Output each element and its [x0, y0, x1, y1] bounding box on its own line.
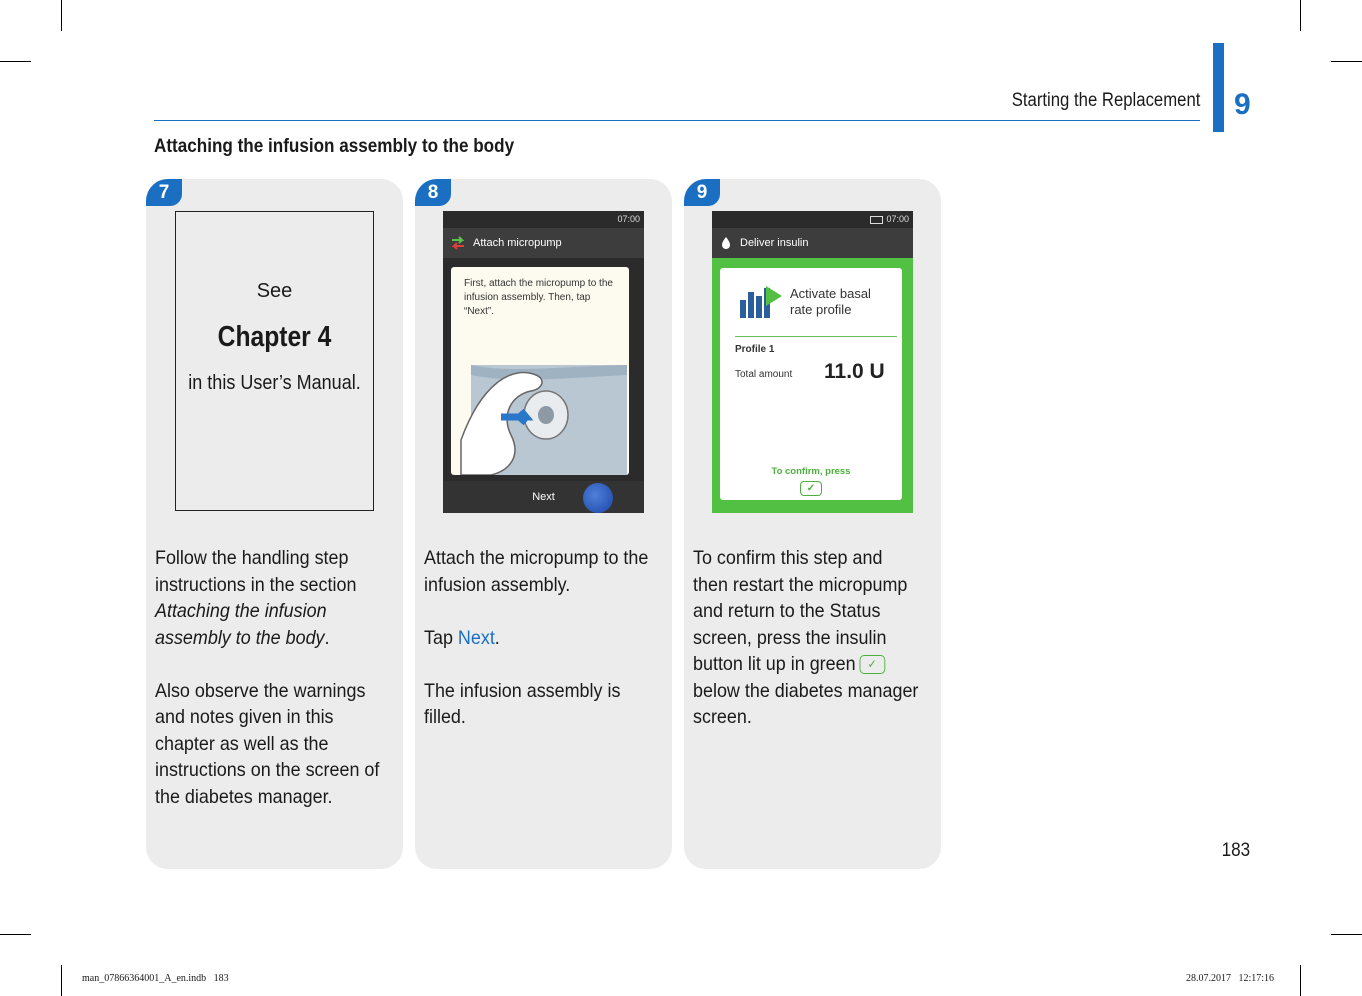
crop-mark	[61, 0, 62, 31]
instruction-paragraph: To confirm this step and then restart the micropump and return to the Status screen, press the insulin button lit up in green ✓below the diabetes manager screen.	[693, 547, 919, 728]
chapter-number: 9	[1234, 88, 1251, 121]
instruction-paragraph: Tap Next.	[424, 626, 500, 649]
crop-mark	[0, 61, 31, 62]
crop-mark	[61, 965, 62, 996]
chapter-reference: Chapter 4	[217, 321, 332, 353]
crop-mark	[1300, 0, 1301, 31]
step-instructions	[693, 545, 918, 757]
crop-mark	[1331, 61, 1362, 62]
status-time: 07:00	[886, 214, 909, 224]
step-badge: 7	[146, 179, 182, 206]
device-screen	[443, 211, 644, 513]
message-panel	[451, 267, 629, 475]
screen-title: Deliver insulin	[740, 237, 809, 249]
insulin-button-icon: ✓	[859, 655, 885, 674]
instruction-paragraph: The infusion assembly is filled.	[424, 679, 621, 728]
touch-indicator	[583, 483, 613, 513]
step-card-9	[684, 179, 941, 869]
print-slug-date: 28.07.2017 12:17:16	[1185, 973, 1274, 984]
instruction-paragraph: Attach the micropump to the infusion assembly.	[424, 547, 649, 596]
step-card-8	[415, 179, 672, 869]
instruction-paragraph: Also observe the warnings and notes given in this chapter as well as the instructions on the screen of the diabetes manager.	[155, 679, 380, 808]
next-label: Next	[532, 491, 555, 503]
step-instructions	[424, 545, 649, 757]
instruction-paragraph: Follow the handling step instructions in the section Attaching the infusion assembly to the body.	[155, 547, 357, 649]
crop-mark	[0, 934, 31, 935]
screen-title-bar	[443, 228, 644, 258]
screen-title-bar	[712, 228, 913, 258]
crop-mark	[1331, 934, 1362, 935]
device-screen	[712, 211, 913, 513]
swap-arrows-icon	[451, 236, 465, 250]
see-chapter-box	[175, 211, 374, 511]
crop-mark	[1300, 965, 1301, 996]
confirm-frame	[712, 258, 913, 513]
see-label: See	[256, 280, 293, 302]
manual-reference: in this User’s Manual.	[188, 372, 361, 394]
status-time: 07:00	[617, 214, 640, 224]
basal-rate-profile-icon	[738, 282, 784, 320]
confirm-heading: Activate basal rate profile	[790, 286, 871, 317]
screen-title: Attach micropump	[473, 237, 562, 249]
step-badge: 9	[684, 179, 720, 206]
chapter-tab	[1213, 43, 1224, 132]
section-heading: Attaching the infusion assembly to the body	[154, 136, 515, 157]
insulin-drop-icon	[720, 236, 732, 250]
screen-message: First, attach the micropump to the infusion assembly. Then, tap “Next”.	[464, 278, 613, 317]
print-slug-file: man_07866364001_A_en.indb 183	[82, 973, 229, 984]
checkmark-icon: ✓	[800, 481, 822, 496]
profile-name: Profile 1	[735, 344, 775, 355]
step-badge: 8	[415, 179, 451, 206]
status-bar	[712, 211, 913, 228]
next-soft-key[interactable]	[443, 481, 644, 513]
battery-icon	[870, 216, 883, 224]
section-reference: Attaching the infusion assembly to the body	[155, 600, 327, 649]
attach-micropump-illustration	[451, 345, 629, 475]
next-link[interactable]: Next	[457, 626, 495, 649]
divider	[735, 336, 897, 337]
confirm-panel	[720, 268, 902, 500]
confirm-hint: To confirm, press ✓	[771, 466, 851, 494]
step-instructions	[155, 545, 380, 837]
step-card-7	[146, 179, 403, 869]
total-amount-label: Total amount	[735, 369, 793, 380]
running-header-title: Starting the Replacement	[1011, 90, 1200, 111]
header-rule	[154, 120, 1200, 121]
total-amount-value: 11.0 U	[824, 360, 885, 383]
page-number: 183	[1221, 840, 1251, 861]
